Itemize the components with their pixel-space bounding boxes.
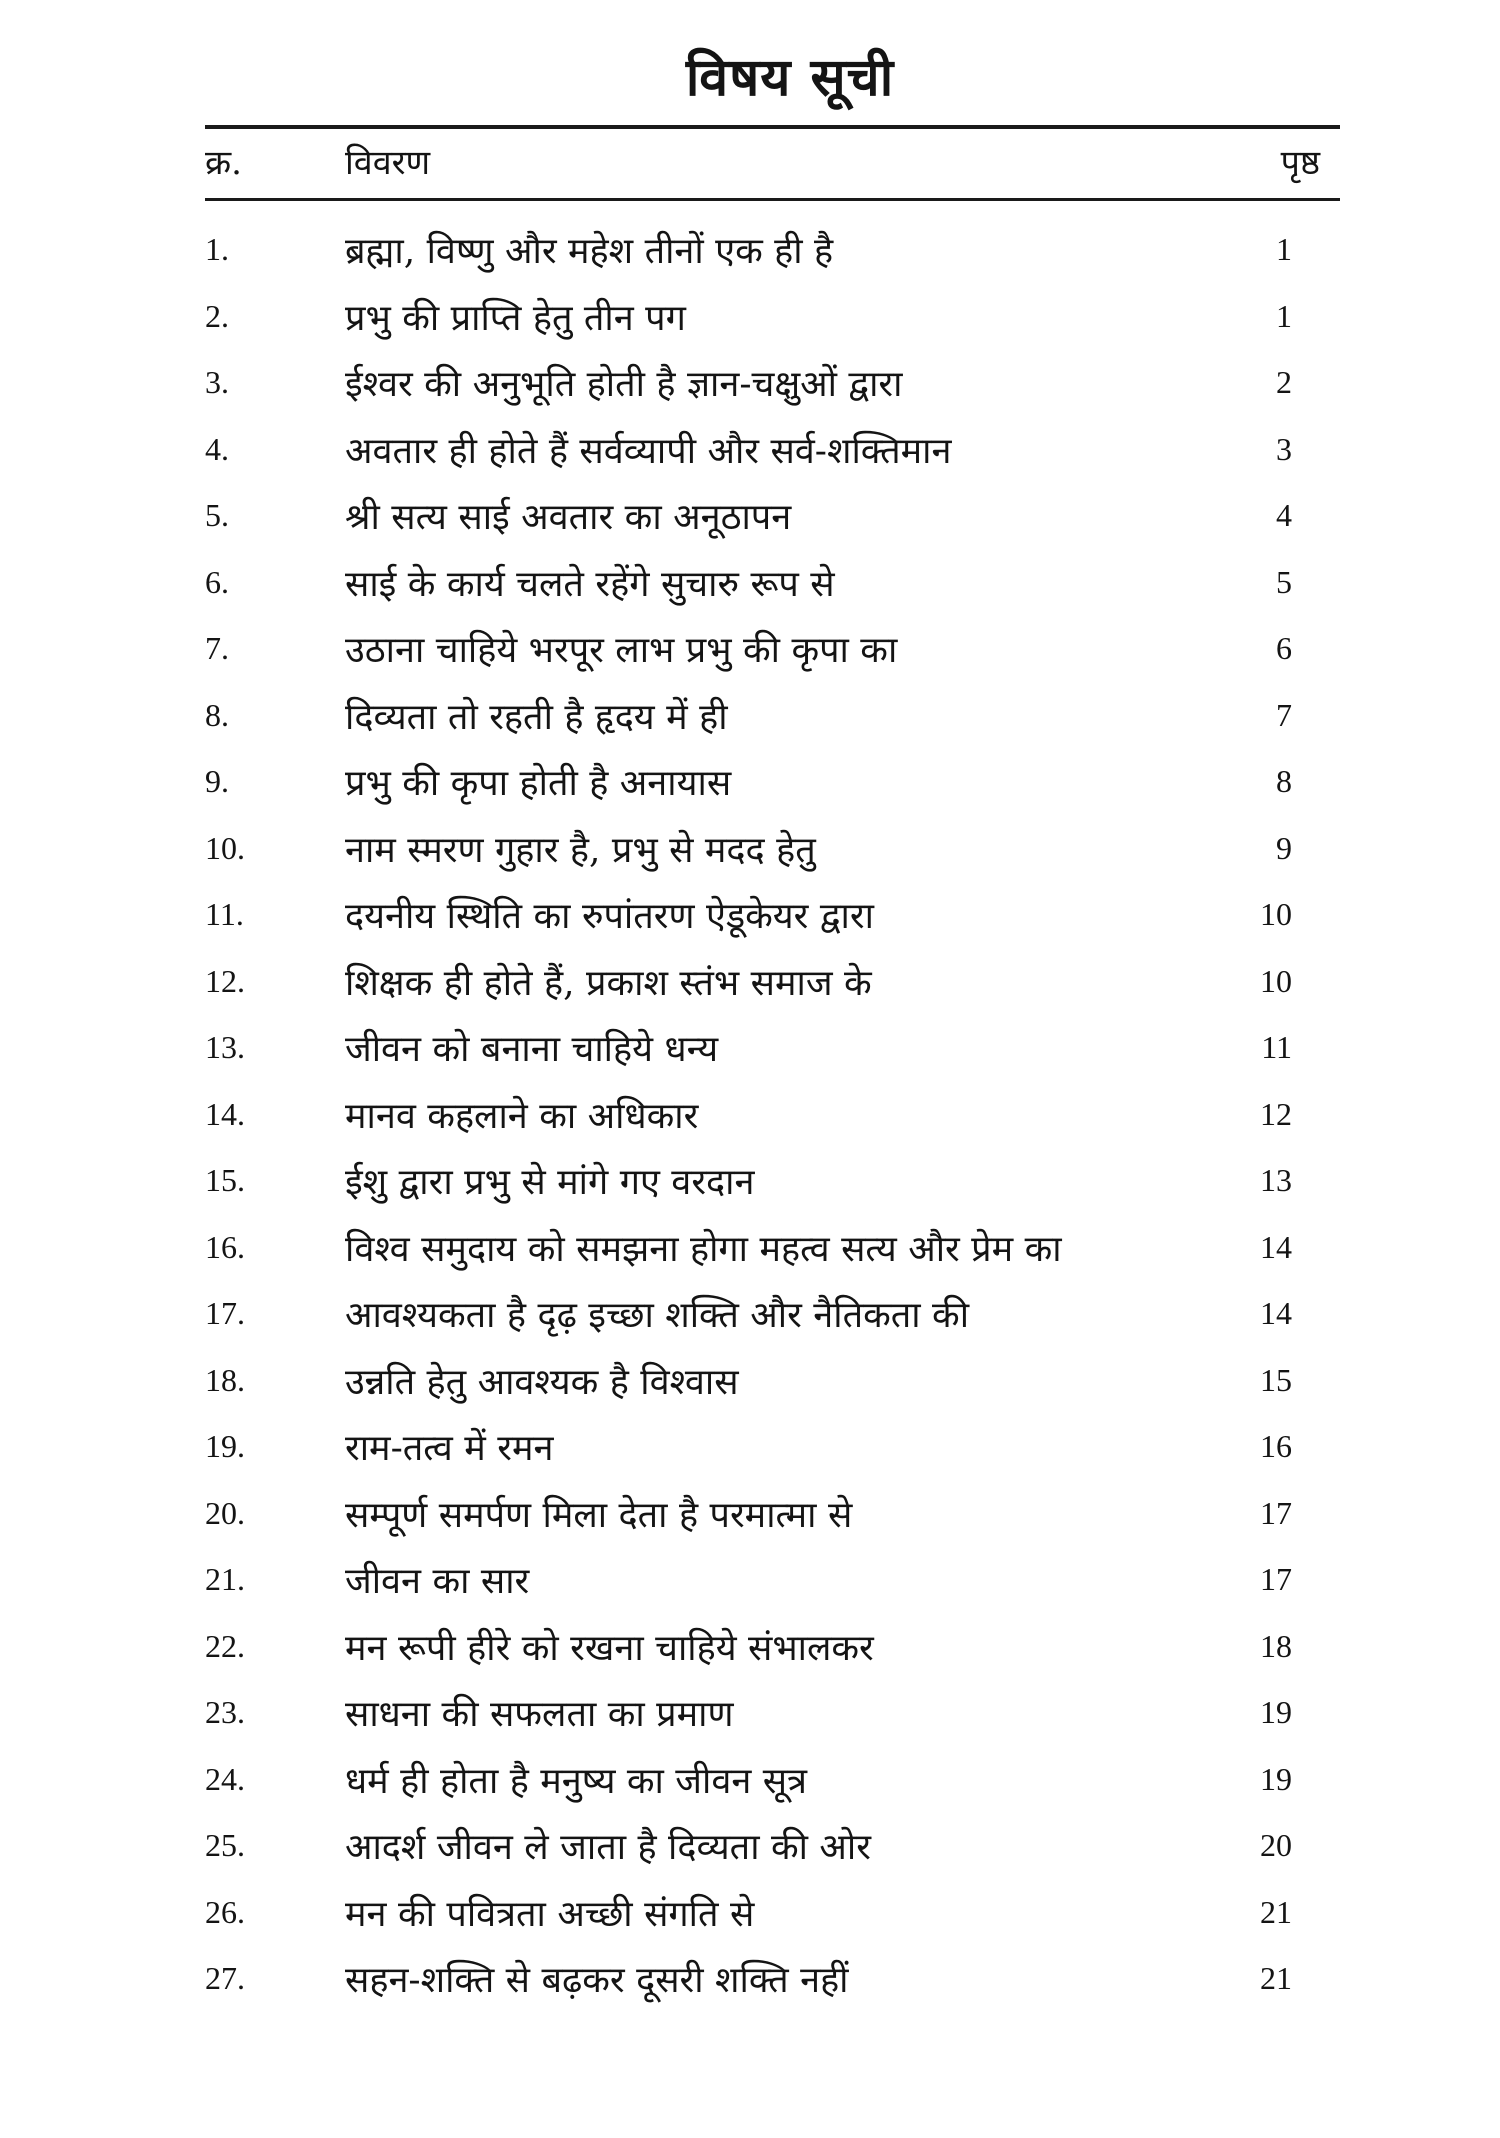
entry-title: अवतार ही होते हैं सर्वव्यापी और सर्व-शक्तिमान (345, 430, 952, 472)
entry-number: 10. (205, 829, 245, 866)
entry-title: प्रभु की कृपा होती है अनायास (345, 763, 732, 804)
entry-page: 13 (1260, 1162, 1292, 1198)
entry-number: 1. (205, 231, 229, 267)
toc-entry (0, 358, 1500, 425)
entry-page: 14 (1260, 1295, 1292, 1331)
entry-title: ब्रह्मा, विष्णु और महेश तीनों एक ही है (345, 231, 834, 272)
entry-page: 18 (1260, 1627, 1292, 1664)
toc-entry (0, 225, 1500, 292)
entry-number: 24. (205, 1760, 245, 1797)
header-top-rule (205, 125, 1340, 129)
entry-page: 14 (1260, 1228, 1292, 1265)
entry-page: 21 (1260, 1960, 1292, 1996)
entry-page: 1 (1276, 297, 1292, 334)
entry-page: 7 (1276, 696, 1292, 733)
toc-entry (0, 425, 1500, 492)
toc-entry (0, 1356, 1500, 1423)
entry-number: 16. (205, 1228, 245, 1265)
entry-number: 6. (205, 563, 229, 600)
entry-number: 7. (205, 630, 229, 666)
entry-title: मानव कहलाने का अधिकार (345, 1095, 699, 1137)
toc-entry (0, 957, 1500, 1024)
column-header-number: क्र. (205, 143, 242, 183)
entry-number: 12. (205, 962, 245, 999)
entry-page: 10 (1260, 896, 1292, 932)
toc-entry (0, 1090, 1500, 1157)
toc-entry (0, 1688, 1500, 1755)
entry-number: 26. (205, 1893, 245, 1930)
entry-number: 20. (205, 1494, 245, 1531)
entry-title: आवश्यकता है दृढ़ इच्छा शक्ति और नैतिकता की (345, 1295, 970, 1336)
entry-number: 9. (205, 763, 229, 799)
toc-entry (0, 1954, 1500, 2021)
toc-entry (0, 292, 1500, 359)
toc-entry (0, 1888, 1500, 1955)
entry-title: ईशु द्वारा प्रभु से मांगे गए वरदान (345, 1162, 755, 1203)
entry-title: मन रूपी हीरे को रखना चाहिये संभालकर (345, 1627, 874, 1669)
entry-number: 8. (205, 696, 229, 733)
entry-number: 14. (205, 1095, 245, 1132)
entry-title: दिव्यता तो रहती है हृदय में ही (345, 696, 728, 738)
entry-page: 4 (1276, 497, 1292, 533)
entry-number: 27. (205, 1960, 245, 1996)
toc-entry (0, 1821, 1500, 1888)
page-title: विषय सूची (685, 47, 895, 108)
toc-entry (0, 558, 1500, 625)
entry-title: साई के कार्य चलते रहेंगे सुचारु रूप से (345, 563, 835, 605)
entry-page: 19 (1260, 1694, 1292, 1730)
toc-entry (0, 1223, 1500, 1290)
entry-title: नाम स्मरण गुहार है, प्रभु से मदद हेतु (345, 829, 816, 871)
header-bottom-rule (205, 198, 1340, 201)
entry-title: राम-तत्व में रमन (345, 1428, 554, 1469)
entry-number: 11. (205, 896, 244, 932)
toc-entry (0, 890, 1500, 957)
entry-number: 19. (205, 1428, 245, 1464)
toc-entry (0, 1622, 1500, 1689)
entry-title: धर्म ही होता है मनुष्य का जीवन सूत्र (345, 1760, 807, 1802)
entry-title: विश्व समुदाय को समझना होगा महत्व सत्य और प्रेम का (345, 1228, 1062, 1270)
toc-entry (0, 1489, 1500, 1556)
toc-list (0, 225, 1500, 2021)
toc-entry (0, 757, 1500, 824)
entry-page: 5 (1276, 563, 1292, 600)
entry-page: 17 (1260, 1561, 1292, 1597)
entry-title: शिक्षक ही होते हैं, प्रकाश स्तंभ समाज के (345, 962, 872, 1004)
entry-page: 9 (1276, 829, 1292, 866)
toc-entry (0, 1023, 1500, 1090)
entry-number: 18. (205, 1361, 245, 1398)
toc-entry (0, 1156, 1500, 1223)
toc-entry (0, 624, 1500, 691)
entry-title: ईश्वर की अनुभूति होती है ज्ञान-चक्षुओं द्वारा (345, 364, 903, 405)
entry-title: जीवन का सार (345, 1561, 530, 1602)
entry-number: 4. (205, 430, 229, 467)
column-header-page: पृष्ठ (1280, 143, 1320, 183)
toc-entry (0, 1555, 1500, 1622)
entry-page: 2 (1276, 364, 1292, 400)
entry-title: प्रभु की प्राप्ति हेतु तीन पग (345, 297, 686, 339)
entry-number: 13. (205, 1029, 245, 1065)
entry-page: 21 (1260, 1893, 1292, 1930)
entry-title: उठाना चाहिये भरपूर लाभ प्रभु की कृपा का (345, 630, 898, 671)
entry-number: 2. (205, 297, 229, 334)
entry-title: सम्पूर्ण समर्पण मिला देता है परमात्मा से (345, 1494, 853, 1536)
entry-title: दयनीय स्थिति का रुपांतरण ऐडूकेयर द्वारा (345, 896, 874, 937)
entry-number: 22. (205, 1627, 245, 1664)
entry-page: 19 (1260, 1760, 1292, 1797)
entry-title: आदर्श जीवन ले जाता है दिव्यता की ओर (345, 1827, 871, 1868)
entry-number: 3. (205, 364, 229, 400)
entry-number: 15. (205, 1162, 245, 1198)
entry-number: 17. (205, 1295, 245, 1331)
toc-entry (0, 1422, 1500, 1489)
entry-page: 6 (1276, 630, 1292, 666)
toc-entry (0, 1289, 1500, 1356)
entry-page: 15 (1260, 1361, 1292, 1398)
toc-entry (0, 824, 1500, 891)
entry-page: 12 (1260, 1095, 1292, 1132)
entry-page: 3 (1276, 430, 1292, 467)
entry-title: उन्नति हेतु आवश्यक है विश्वास (345, 1361, 739, 1403)
toc-entry (0, 691, 1500, 758)
entry-page: 17 (1260, 1494, 1292, 1531)
entry-number: 5. (205, 497, 229, 533)
entry-page: 20 (1260, 1827, 1292, 1863)
entry-number: 23. (205, 1694, 245, 1730)
entry-page: 1 (1276, 231, 1292, 267)
entry-page: 8 (1276, 763, 1292, 799)
entry-page: 11 (1261, 1029, 1292, 1065)
toc-entry (0, 491, 1500, 558)
entry-number: 25. (205, 1827, 245, 1863)
entry-title: साधना की सफलता का प्रमाण (345, 1694, 734, 1735)
entry-title: सहन-शक्ति से बढ़कर दूसरी शक्ति नहीं (345, 1960, 849, 2001)
toc-entry (0, 1755, 1500, 1822)
entry-page: 16 (1260, 1428, 1292, 1464)
column-header-description: विवरण (345, 143, 431, 183)
entry-title: जीवन को बनाना चाहिये धन्य (345, 1029, 719, 1070)
entry-title: मन की पवित्रता अच्छी संगति से (345, 1893, 755, 1935)
entry-title: श्री सत्य साई अवतार का अनूठापन (345, 497, 792, 538)
entry-page: 10 (1260, 962, 1292, 999)
entry-number: 21. (205, 1561, 245, 1597)
